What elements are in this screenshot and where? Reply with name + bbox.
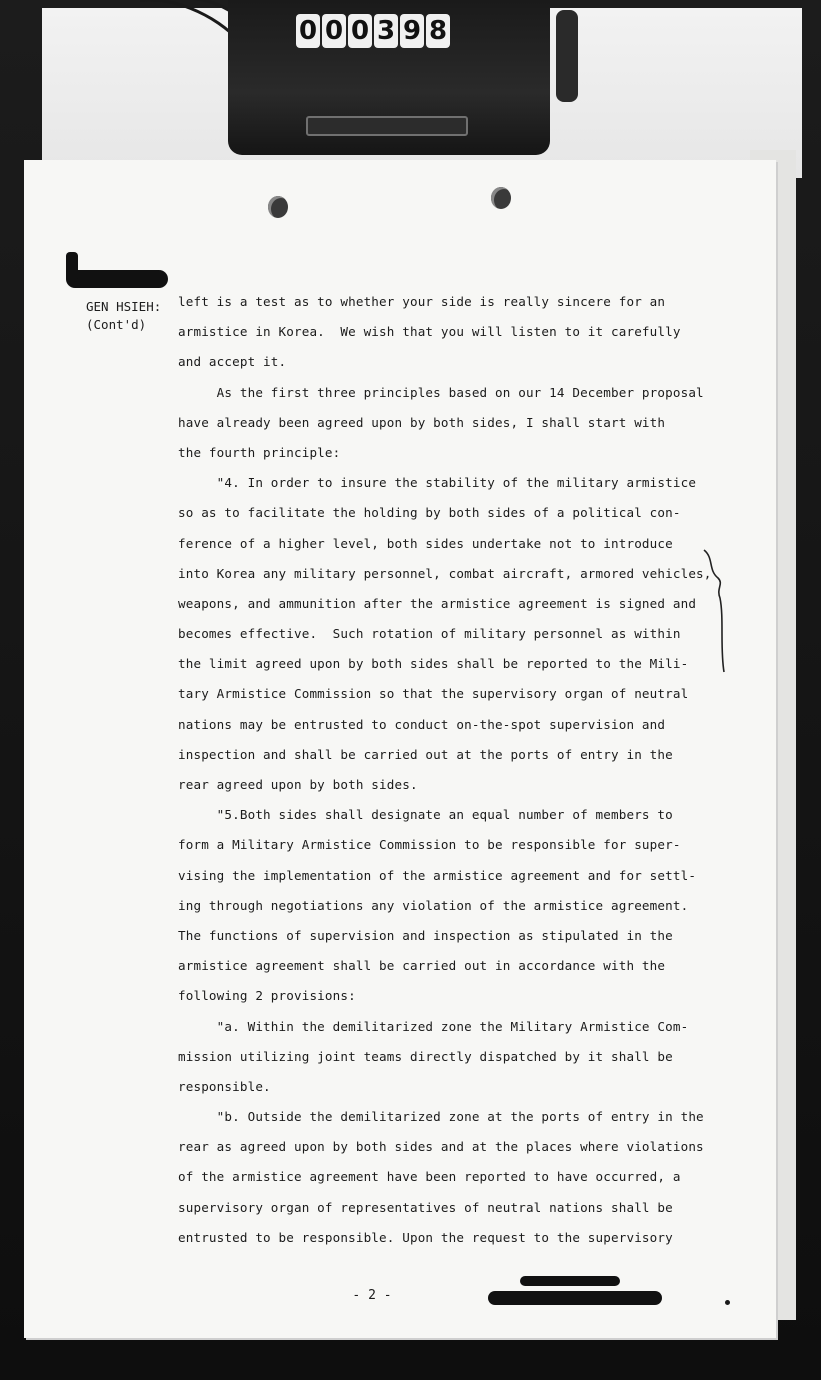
page-number: - 2 - — [352, 1288, 392, 1303]
text-line: supervisory organ of representatives of neutral nations shall be — [178, 1199, 673, 1215]
text-line: armistice in Korea. We wish that you will listen to it carefully — [178, 324, 681, 340]
text-line: form a Military Armistice Commission to be responsible for super- — [178, 837, 681, 853]
speaker-label — [86, 298, 161, 334]
text-line: responsible. — [178, 1078, 271, 1094]
counter-digit: 9 — [400, 14, 424, 48]
redacted-classification-stamp — [66, 270, 168, 288]
text-line: As the first three principles based on our 14 December proposal — [178, 384, 704, 400]
counter-knob — [556, 10, 578, 102]
text-line: have already been agreed upon by both sides, I shall start with — [178, 414, 666, 430]
redaction-mark — [520, 1276, 620, 1286]
text-line: "4. In order to insure the stability of the military armistice — [178, 475, 697, 491]
text-line: the limit agreed upon by both sides shall be reported to the Mili- — [178, 656, 689, 672]
text-line: ing through negotiations any violation of the armistice agreement. — [178, 897, 689, 913]
text-line: The functions of supervision and inspection as stipulated in the — [178, 927, 673, 943]
text-line: rear agreed upon by both sides. — [178, 777, 418, 792]
text-line: following 2 provisions: — [178, 988, 356, 1004]
counter-slot — [306, 116, 468, 136]
speaker-name: GEN HSIEH: — [86, 299, 162, 314]
punch-hole — [268, 196, 288, 218]
text-line: entrusted to be responsible. Upon the request to the supervisory — [178, 1229, 673, 1245]
counter-digit: 0 — [348, 14, 372, 48]
text-line: left is a test as to whether your side is really sincere for an — [178, 294, 666, 309]
redacted-classification-stamp — [488, 1291, 662, 1305]
text-line: of the armistice agreement have been reported to have occurred, a — [178, 1169, 681, 1185]
text-line: vising the implementation of the armistice agreement and for settl- — [178, 867, 697, 883]
text-line: rear as agreed upon by both sides and at the places where violations — [178, 1139, 704, 1155]
frame-counter — [296, 14, 450, 50]
text-line: inspection and shall be carried out at the ports of entry in the — [178, 746, 673, 762]
document-body — [178, 292, 718, 1258]
text-line: ference of a higher level, both sides undertake not to introduce — [178, 535, 673, 551]
text-line: so as to facilitate the holding by both sides of a political con- — [178, 505, 681, 521]
text-line: weapons, and ammunition after the armistice agreement is signed and — [178, 595, 697, 611]
text-line: "5.Both sides shall designate an equal number of members to — [178, 807, 673, 823]
text-line: mission utilizing joint teams directly dispatched by it shall be — [178, 1048, 673, 1064]
counter-digit: 0 — [296, 14, 320, 48]
text-line: "b. Outside the demilitarized zone at the ports of entry in the — [178, 1109, 704, 1125]
punch-hole — [491, 187, 511, 209]
counter-digit: 3 — [374, 14, 398, 48]
text-line: tary Armistice Commission so that the supervisory organ of neutral — [178, 686, 689, 702]
text-line: "a. Within the demilitarized zone the Military Armistice Com- — [178, 1018, 689, 1034]
handwritten-margin-bracket — [700, 548, 730, 674]
ink-dot — [725, 1300, 730, 1305]
text-line: becomes effective. Such rotation of military personnel as within — [178, 626, 681, 642]
counter-digit: 0 — [322, 14, 346, 48]
text-line: the fourth principle: — [178, 444, 341, 460]
redaction-mark — [66, 252, 78, 282]
speaker-continued: (Cont'd) — [86, 317, 147, 332]
text-line: and accept it. — [178, 354, 287, 370]
text-line: nations may be entrusted to conduct on-the-spot supervision and — [178, 716, 666, 732]
text-line: armistice agreement shall be carried out in accordance with the — [178, 958, 666, 974]
counter-digit: 8 — [426, 14, 450, 48]
text-line: into Korea any military personnel, combat aircraft, armored vehicles, — [178, 565, 712, 581]
